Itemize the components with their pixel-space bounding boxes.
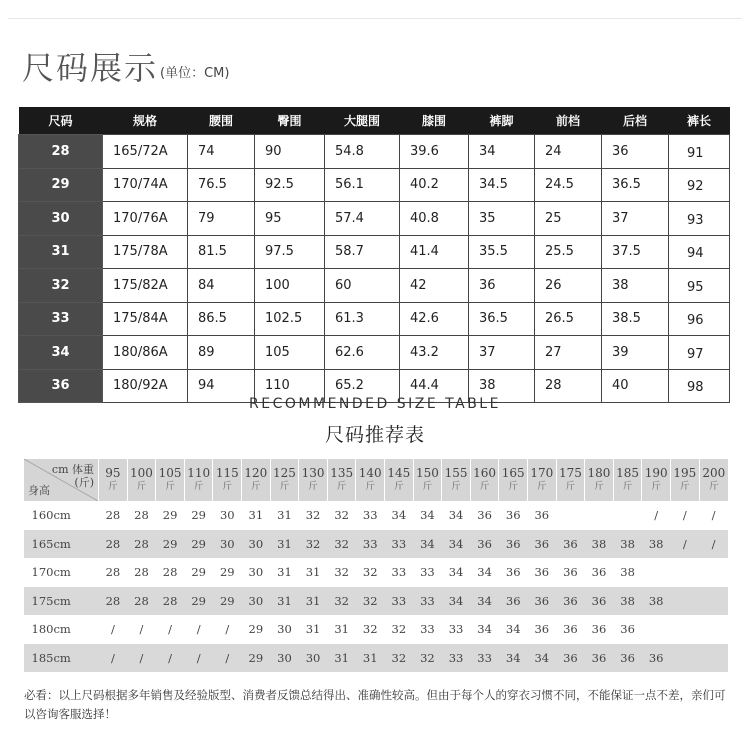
size-value-cell: 36 xyxy=(620,622,635,636)
size-value-cell: / xyxy=(213,644,242,673)
size-value-cell: / xyxy=(127,644,156,673)
table-cell: 42 xyxy=(400,269,469,303)
size-value-cell: 31 xyxy=(356,644,385,673)
size-value-cell: 32 xyxy=(362,622,378,636)
size-value-cell xyxy=(613,501,642,530)
size-value-cell xyxy=(556,501,585,530)
size-value-cell: 33 xyxy=(385,587,414,616)
size-value-cell: / xyxy=(110,622,115,636)
table-cell: 170/76A xyxy=(103,202,188,236)
height-cell: 165cm xyxy=(24,530,99,559)
table-cell: 34 xyxy=(469,135,535,169)
weight-header: 195 斤 xyxy=(670,459,699,501)
recommend-table-header xyxy=(24,459,729,501)
size-value-cell: 31 xyxy=(248,508,264,522)
table-cell: 26 xyxy=(535,269,602,303)
size-value-cell: 28 xyxy=(134,508,149,522)
size-value-cell: 38 xyxy=(585,530,614,559)
corner-height-label: 身高 xyxy=(28,484,50,497)
weight-header: 130 斤 xyxy=(299,459,328,501)
table-row xyxy=(24,615,729,644)
table-cell: 93 xyxy=(669,202,730,236)
size-value-cell: / xyxy=(156,644,185,673)
table-cell: 61.3 xyxy=(325,302,400,336)
table-cell: 39.6 xyxy=(400,135,469,169)
size-value-cell: 38 xyxy=(642,587,671,616)
size-value-cell: 38 xyxy=(642,530,671,559)
size-value-cell: 32 xyxy=(327,530,356,559)
size-value-cell: / xyxy=(196,622,201,636)
size-value-cell: 29 xyxy=(191,565,206,579)
table-cell: 25 xyxy=(535,202,602,236)
column-header: 臀围 xyxy=(255,107,325,135)
table-cell: 38.5 xyxy=(602,302,669,336)
table-row xyxy=(19,168,730,202)
table-row xyxy=(19,302,730,336)
size-value-cell: 32 xyxy=(385,644,414,673)
size-value-cell xyxy=(585,501,614,530)
table-cell: 92.5 xyxy=(255,168,325,202)
size-value-cell xyxy=(642,615,671,644)
column-header: 规格 xyxy=(103,107,188,135)
size-table xyxy=(18,107,730,403)
size-value-cell: 34 xyxy=(413,530,442,559)
size-value-cell: 28 xyxy=(127,530,156,559)
height-cell: 160cm xyxy=(31,508,71,522)
table-cell: 26.5 xyxy=(535,302,602,336)
size-value-cell: 33 xyxy=(442,644,471,673)
weight-header: 100 斤 xyxy=(127,459,156,501)
column-header: 后档 xyxy=(602,107,669,135)
weight-header: 105 斤 xyxy=(156,459,185,501)
size-value-cell: 32 xyxy=(299,530,328,559)
size-value-cell: 36 xyxy=(613,644,642,673)
table-cell: 74 xyxy=(188,135,255,169)
table-row xyxy=(19,135,730,169)
table-row xyxy=(19,202,730,236)
size-value-cell xyxy=(642,558,671,587)
size-value-cell: 33 xyxy=(420,622,435,636)
size-value-cell: 28 xyxy=(134,565,149,579)
table-cell: 96 xyxy=(669,302,730,336)
table-cell: 36 xyxy=(469,269,535,303)
size-value-cell: 34 xyxy=(477,622,492,636)
table-cell: 28 xyxy=(535,369,602,403)
size-value-cell: 34 xyxy=(448,508,464,522)
size-value-cell: 30 xyxy=(242,530,271,559)
size-value-cell: 36 xyxy=(534,508,550,522)
size-cell: 30 xyxy=(19,202,103,236)
weight-header: 115 斤 xyxy=(213,459,242,501)
table-row xyxy=(24,644,729,673)
size-value-cell: 34 xyxy=(420,508,435,522)
top-divider xyxy=(8,18,742,19)
weight-header: 175 斤 xyxy=(556,459,585,501)
size-value-cell xyxy=(670,587,699,616)
size-value-cell: 32 xyxy=(356,587,385,616)
size-cell: 29 xyxy=(19,168,103,202)
table-cell: 92 xyxy=(669,168,730,202)
size-value-cell: 29 xyxy=(184,530,213,559)
column-header: 裤脚 xyxy=(469,107,535,135)
size-value-cell: 31 xyxy=(334,622,349,636)
table-cell: 62.6 xyxy=(325,336,400,370)
table-cell: 175/84A xyxy=(103,302,188,336)
size-value-cell: 33 xyxy=(420,565,435,579)
size-value-cell: 36 xyxy=(499,530,528,559)
column-header: 尺码 xyxy=(19,107,103,135)
size-value-cell: 28 xyxy=(105,565,121,579)
weight-header: 180 斤 xyxy=(585,459,614,501)
size-value-cell xyxy=(670,644,699,673)
size-value-cell: 33 xyxy=(362,508,378,522)
table-cell: 86.5 xyxy=(188,302,255,336)
size-value-cell: 31 xyxy=(299,587,328,616)
size-value-cell: 36 xyxy=(585,587,614,616)
size-value-cell: 28 xyxy=(156,587,185,616)
recommend-table xyxy=(23,459,728,672)
table-cell: 79 xyxy=(188,202,255,236)
table-row xyxy=(19,269,730,303)
size-value-cell: 34 xyxy=(505,622,521,636)
table-cell: 36 xyxy=(602,135,669,169)
size-value-cell: 36 xyxy=(499,587,528,616)
size-value-cell: 31 xyxy=(277,565,292,579)
size-value-cell: 30 xyxy=(277,622,292,636)
size-value-cell: 38 xyxy=(613,587,642,616)
size-value-cell: 31 xyxy=(270,587,299,616)
size-value-cell: 31 xyxy=(305,622,321,636)
size-value-cell: 36 xyxy=(563,622,578,636)
size-value-cell: 31 xyxy=(277,508,292,522)
size-value-cell: 28 xyxy=(99,530,128,559)
table-cell: 100 xyxy=(255,269,325,303)
recommend-title-cn: 尺码推荐表 xyxy=(324,424,425,446)
column-header: 裤长 xyxy=(669,107,730,135)
size-value-cell: 36 xyxy=(556,530,585,559)
table-row xyxy=(24,558,729,587)
table-cell: 54.8 xyxy=(325,135,400,169)
size-value-cell xyxy=(699,644,728,673)
size-table-header xyxy=(19,107,730,135)
size-value-cell: / xyxy=(184,644,213,673)
size-value-cell: / xyxy=(225,622,230,636)
size-value-cell: 36 xyxy=(470,530,499,559)
weight-header: 200 斤 xyxy=(699,459,728,501)
table-cell: 89 xyxy=(188,336,255,370)
weight-header: 170 斤 xyxy=(528,459,557,501)
size-value-cell: / xyxy=(699,530,728,559)
table-cell: 35.5 xyxy=(469,235,535,269)
weight-header: 155 斤 xyxy=(442,459,471,501)
table-cell: 58.7 xyxy=(325,235,400,269)
column-header: 大腿围 xyxy=(325,107,400,135)
table-cell: 105 xyxy=(255,336,325,370)
size-value-cell: 36 xyxy=(534,565,550,579)
size-value-cell: 28 xyxy=(127,587,156,616)
table-cell: 76.5 xyxy=(188,168,255,202)
size-value-cell: 38 xyxy=(613,530,642,559)
corner-weight-label: cm 体重 (斤) xyxy=(51,463,94,489)
weight-header: 145 斤 xyxy=(385,459,414,501)
table-row xyxy=(19,235,730,269)
size-value-cell: 28 xyxy=(162,565,178,579)
size-cell: 36 xyxy=(19,369,103,403)
size-cell: 31 xyxy=(19,235,103,269)
size-value-cell: 32 xyxy=(413,644,442,673)
corner-cell xyxy=(24,459,99,501)
table-cell: 36.5 xyxy=(469,302,535,336)
table-cell: 175/82A xyxy=(103,269,188,303)
size-value-cell xyxy=(699,615,728,644)
size-value-cell: / xyxy=(654,508,659,522)
weight-header: 95 斤 xyxy=(99,459,128,501)
size-value-cell: 36 xyxy=(585,644,614,673)
size-value-cell: 29 xyxy=(184,587,213,616)
table-cell: 41.4 xyxy=(400,235,469,269)
size-value-cell: 36 xyxy=(591,565,607,579)
table-cell: 35 xyxy=(469,202,535,236)
height-cell: 180cm xyxy=(31,622,71,636)
table-cell: 38 xyxy=(469,369,535,403)
weight-header: 190 斤 xyxy=(642,459,671,501)
size-value-cell: 36 xyxy=(556,587,585,616)
size-value-cell: 28 xyxy=(105,508,121,522)
size-value-cell: 30 xyxy=(299,644,328,673)
title-text: 尺码展示 xyxy=(22,49,159,87)
column-header: 腰围 xyxy=(188,107,255,135)
table-cell: 180/86A xyxy=(103,336,188,370)
size-value-cell: / xyxy=(711,508,716,522)
table-cell: 25.5 xyxy=(535,235,602,269)
size-value-cell: / xyxy=(139,622,144,636)
size-value-cell: 29 xyxy=(219,565,235,579)
table-cell: 97.5 xyxy=(255,235,325,269)
size-value-cell: 33 xyxy=(385,530,414,559)
size-value-cell: 29 xyxy=(242,644,271,673)
size-value-cell: 34 xyxy=(391,508,407,522)
table-cell: 36.5 xyxy=(602,168,669,202)
size-value-cell: 34 xyxy=(470,587,499,616)
table-cell: 60 xyxy=(325,269,400,303)
table-cell: 97 xyxy=(669,336,730,370)
size-cell: 34 xyxy=(19,336,103,370)
size-value-cell: 36 xyxy=(556,644,585,673)
table-cell: 37 xyxy=(469,336,535,370)
table-cell: 39 xyxy=(602,336,669,370)
size-value-cell: 31 xyxy=(270,530,299,559)
size-value-cell: 36 xyxy=(528,530,557,559)
size-value-cell: 30 xyxy=(242,587,271,616)
size-value-cell: 33 xyxy=(413,587,442,616)
weight-header: 135 斤 xyxy=(327,459,356,501)
size-value-cell: 33 xyxy=(356,530,385,559)
size-value-cell: 31 xyxy=(305,565,321,579)
page-title xyxy=(22,46,229,86)
size-value-cell: 38 xyxy=(620,565,635,579)
size-value-cell: 36 xyxy=(534,622,550,636)
size-value-cell: 33 xyxy=(470,644,499,673)
table-cell: 37.5 xyxy=(602,235,669,269)
table-cell: 165/72A xyxy=(103,135,188,169)
size-value-cell: 34 xyxy=(477,565,492,579)
size-value-cell: 34 xyxy=(442,530,471,559)
weight-header: 160 斤 xyxy=(470,459,499,501)
table-cell: 34.5 xyxy=(469,168,535,202)
size-value-cell: 34 xyxy=(528,644,557,673)
table-row xyxy=(24,501,729,530)
table-cell: 91 xyxy=(669,135,730,169)
size-value-cell: 36 xyxy=(563,565,578,579)
size-value-cell: 33 xyxy=(448,622,464,636)
table-cell: 38 xyxy=(602,269,669,303)
table-cell: 90 xyxy=(255,135,325,169)
table-cell: 40.2 xyxy=(400,168,469,202)
size-value-cell: 30 xyxy=(270,644,299,673)
table-cell: 102.5 xyxy=(255,302,325,336)
column-header: 膝围 xyxy=(400,107,469,135)
weight-header: 120 斤 xyxy=(242,459,271,501)
size-value-cell: 34 xyxy=(499,644,528,673)
table-cell: 40.8 xyxy=(400,202,469,236)
table-row xyxy=(19,336,730,370)
table-cell: 37 xyxy=(602,202,669,236)
height-cell: 185cm xyxy=(24,644,99,673)
size-cell: 33 xyxy=(19,302,103,336)
size-value-cell: 28 xyxy=(99,587,128,616)
size-value-cell: / xyxy=(168,622,173,636)
size-value-cell xyxy=(670,615,699,644)
table-cell: 170/74A xyxy=(103,168,188,202)
size-value-cell: 29 xyxy=(248,622,264,636)
table-cell: 94 xyxy=(669,235,730,269)
table-cell: 98 xyxy=(669,369,730,403)
table-cell: 95 xyxy=(669,269,730,303)
size-value-cell: 34 xyxy=(448,565,464,579)
recommend-title-en: RECOMMENDED SIZE TABLE xyxy=(249,396,501,412)
size-value-cell: 34 xyxy=(442,587,471,616)
table-cell: 42.6 xyxy=(400,302,469,336)
size-cell: 32 xyxy=(19,269,103,303)
table-cell: 110 xyxy=(255,369,325,403)
unit-label: (单位：CM) xyxy=(160,66,230,81)
size-value-cell: 32 xyxy=(334,508,349,522)
size-cell: 28 xyxy=(19,135,103,169)
weight-header: 140 斤 xyxy=(356,459,385,501)
size-value-cell: 36 xyxy=(528,587,557,616)
size-value-cell: 32 xyxy=(391,622,407,636)
weight-header: 165 斤 xyxy=(499,459,528,501)
weight-header: 110 斤 xyxy=(184,459,213,501)
table-row xyxy=(24,530,729,559)
size-value-cell: 30 xyxy=(248,565,264,579)
size-value-cell xyxy=(670,558,699,587)
table-cell: 27 xyxy=(535,336,602,370)
size-value-cell: 36 xyxy=(642,644,671,673)
size-value-cell: / xyxy=(682,508,687,522)
size-value-cell: 36 xyxy=(477,508,492,522)
table-cell: 180/92A xyxy=(103,369,188,403)
table-cell: 44.4 xyxy=(400,369,469,403)
table-cell: 24 xyxy=(535,135,602,169)
size-value-cell: / xyxy=(99,644,128,673)
table-cell: 24.5 xyxy=(535,168,602,202)
table-cell: 175/78A xyxy=(103,235,188,269)
table-cell: 94 xyxy=(188,369,255,403)
size-value-cell: 36 xyxy=(591,622,607,636)
table-cell: 81.5 xyxy=(188,235,255,269)
weight-header: 125 斤 xyxy=(270,459,299,501)
table-cell: 65.2 xyxy=(325,369,400,403)
table-cell: 43.2 xyxy=(400,336,469,370)
column-header: 前档 xyxy=(535,107,602,135)
size-value-cell: 29 xyxy=(213,587,242,616)
size-value-cell: 30 xyxy=(219,508,235,522)
height-cell: 175cm xyxy=(24,587,99,616)
table-cell: 40 xyxy=(602,369,669,403)
size-value-cell: 32 xyxy=(305,508,321,522)
size-value-cell xyxy=(699,558,728,587)
size-value-cell: 32 xyxy=(327,587,356,616)
size-value-cell: 31 xyxy=(327,644,356,673)
size-value-cell: 29 xyxy=(156,530,185,559)
height-cell: 170cm xyxy=(31,565,71,579)
weight-header: 185 斤 xyxy=(613,459,642,501)
table-cell: 95 xyxy=(255,202,325,236)
size-value-cell xyxy=(699,587,728,616)
table-row xyxy=(24,587,729,616)
size-value-cell: 30 xyxy=(213,530,242,559)
table-cell: 57.4 xyxy=(325,202,400,236)
table-cell: 56.1 xyxy=(325,168,400,202)
size-value-cell: 29 xyxy=(191,508,206,522)
size-value-cell: 32 xyxy=(334,565,349,579)
weight-header: 150 斤 xyxy=(413,459,442,501)
table-cell: 84 xyxy=(188,269,255,303)
disclaimer-note: 必看：以上尺码根据多年销售及经验版型、消费者反馈总结得出、准确性较高。但由于每个人的穿衣习惯不同，不能保证一点不差，亲们可以咨询客服选择！ xyxy=(24,688,726,721)
size-value-cell: 32 xyxy=(362,565,378,579)
size-value-cell: 36 xyxy=(505,508,521,522)
size-value-cell: 29 xyxy=(162,508,178,522)
size-value-cell: 36 xyxy=(505,565,521,579)
size-value-cell: 33 xyxy=(391,565,407,579)
size-value-cell: / xyxy=(670,530,699,559)
